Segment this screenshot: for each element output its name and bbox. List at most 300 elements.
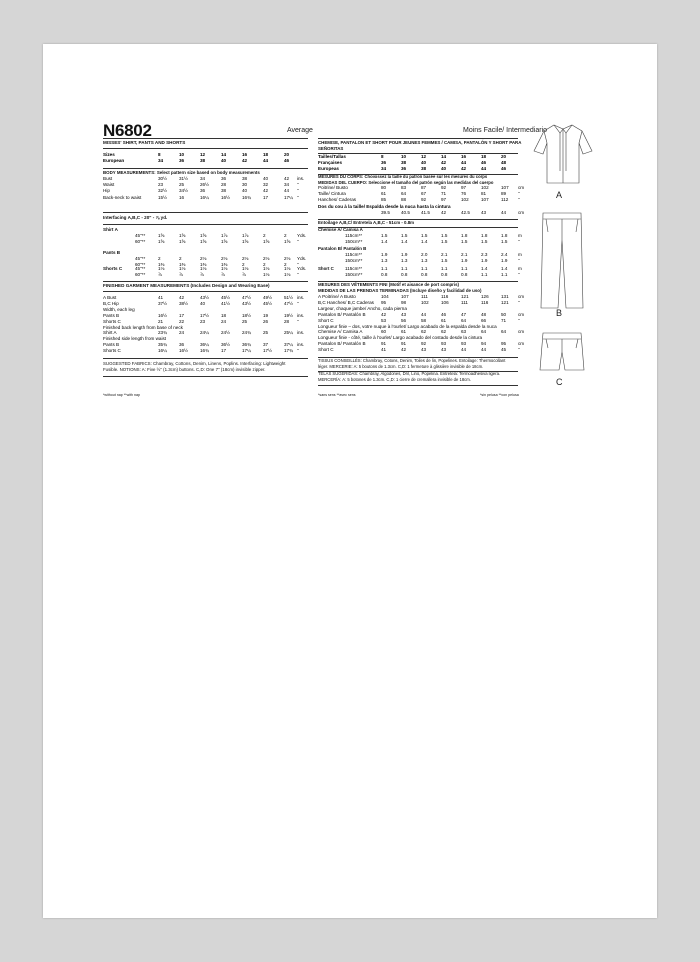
- row-value: 48: [481, 311, 487, 317]
- row-value: 37½: [158, 300, 167, 306]
- row-unit: ": [297, 348, 299, 354]
- fabric-group-label: Shirt A: [103, 227, 118, 232]
- row-value: 42: [242, 158, 248, 163]
- row-value: 36¾: [242, 342, 251, 348]
- row-value: 1⅞: [242, 233, 249, 238]
- fabric-group-label: Shorts C: [103, 266, 123, 271]
- row-unit: m: [518, 233, 522, 238]
- row-value: 2⅛: [242, 256, 249, 261]
- sheet-content: [43, 44, 657, 918]
- row-value: 41½: [221, 300, 230, 306]
- figure-label-c: C: [556, 377, 563, 387]
- row-value: 32: [263, 182, 269, 188]
- row-label: Longueur finie - côté, taille à l'ourlet/ Largo acabado del costado desde la cintura: [318, 335, 483, 341]
- row-unit: ": [518, 317, 520, 323]
- row-value: 121: [461, 294, 469, 299]
- row-value: 106: [441, 299, 449, 305]
- right-title-2: SEÑORITAS: [318, 146, 344, 151]
- fabric-group-label-fr: Chemise A/ Camisa A: [318, 227, 363, 232]
- row-value: 62: [421, 329, 427, 335]
- row-value: 44: [284, 188, 290, 194]
- row-value: 16: [461, 154, 467, 159]
- row-value: 58: [421, 317, 427, 323]
- row-value: 83: [401, 185, 407, 190]
- row-label: Pantalon B/ Pantalón B: [318, 341, 366, 347]
- footnote-fr: *sans sens **avec sens: [318, 393, 356, 397]
- row-value: 24¼: [200, 330, 209, 336]
- row-value: 36: [179, 158, 185, 163]
- fabric-group-label-fr: Pantalon B/ Pantalón B: [318, 246, 367, 251]
- row-value: 28: [221, 182, 227, 188]
- notions-line: Fusible. NOTIONS: A: Five ½" (1.3cm) buttons. C,D: One 7" (18cm) invisible zipper.: [103, 367, 266, 372]
- row-label: 150cm**: [345, 272, 363, 278]
- row-value: 97: [461, 185, 467, 190]
- row-value: 19½: [284, 312, 293, 318]
- rule-line: [318, 153, 518, 154]
- row-value: 17: [221, 348, 227, 354]
- row-label: 115cm**: [345, 252, 363, 257]
- row-value: 1.9: [501, 258, 508, 264]
- row-label: Dos du cou à la taille/ Espalda desde la nuca hasta la cintura: [318, 203, 451, 209]
- row-value: 44: [421, 311, 427, 317]
- row-value: 23: [158, 182, 164, 188]
- row-unit: ": [297, 272, 299, 278]
- row-unit: ": [518, 258, 520, 264]
- row-value: 1⅝: [179, 239, 186, 245]
- row-value: 1.4: [421, 239, 428, 245]
- row-value: 8: [381, 154, 384, 159]
- row-value: 16¼: [200, 194, 209, 200]
- row-unit: ": [297, 194, 299, 200]
- row-value: 44: [481, 166, 487, 171]
- row-value: 1⅝: [158, 239, 165, 245]
- row-value: ⅞: [179, 272, 183, 278]
- row-unit: ": [518, 191, 520, 197]
- row-value: 40: [221, 158, 227, 163]
- row-value: 2: [263, 233, 266, 238]
- row-value: 18: [221, 312, 227, 318]
- row-value: 45: [501, 347, 507, 353]
- row-value: 24: [179, 330, 185, 336]
- row-value: 49½: [263, 295, 272, 300]
- telas-line-2: MERCERÍA: A: 5 botones de 1.3cm. C,D: 1 cierre de cremallera invisible de 18cm.: [318, 377, 471, 382]
- difficulty-en: Average: [287, 127, 313, 134]
- row-value: 37¼: [284, 342, 293, 348]
- row-value: 85: [381, 197, 387, 203]
- row-value: 46: [481, 160, 487, 165]
- row-value: 1⅜: [221, 262, 228, 268]
- row-value: 2: [284, 262, 287, 268]
- row-value: 1.5: [461, 239, 468, 245]
- row-value: 43½: [200, 295, 209, 300]
- row-value: 42: [441, 209, 447, 215]
- row-value: 26½: [200, 182, 209, 188]
- row-unit: ins.: [297, 330, 305, 336]
- row-value: 71: [501, 317, 507, 323]
- row-label: Poitrine/ Busto: [318, 185, 348, 190]
- row-value: 1.1: [461, 266, 468, 271]
- row-value: 24: [221, 318, 227, 324]
- row-value: 16½: [179, 348, 188, 354]
- row-label: Chemise A/ Camisa A: [318, 329, 363, 335]
- pattern-sheet: [43, 44, 657, 918]
- row-value: 20: [501, 154, 507, 159]
- row-value: 2: [263, 262, 266, 268]
- row-value: ⅞: [158, 272, 162, 278]
- row-value: 88: [401, 197, 407, 203]
- row-value: 34: [284, 182, 290, 188]
- row-value: 1⅛: [263, 272, 270, 278]
- row-value: 36: [401, 166, 407, 171]
- row-value: 43½: [242, 300, 251, 306]
- row-value: 34: [200, 176, 206, 181]
- row-value: 31½: [179, 176, 188, 181]
- row-value: 32½: [158, 188, 167, 194]
- row-value: 42: [263, 188, 269, 194]
- row-value: 1⅝: [158, 233, 165, 238]
- row-value: 40: [441, 166, 447, 171]
- row-label: 150cm**: [345, 258, 363, 264]
- row-value: 131: [501, 294, 509, 299]
- row-value: 116: [441, 294, 449, 299]
- row-value: 2.1: [441, 252, 448, 257]
- row-value: 43: [401, 311, 407, 317]
- row-value: 18: [481, 154, 487, 159]
- row-unit: ": [518, 272, 520, 278]
- row-unit: cm: [518, 185, 525, 190]
- row-value: 36½: [221, 342, 230, 348]
- row-value: 1.3: [401, 258, 408, 264]
- row-label: Longueur finie – dos, votre nuque à l'ourlet/ Largo acabado de la espalda desde la nuca: [318, 323, 497, 329]
- row-value: 42: [381, 311, 387, 317]
- row-value: 26: [263, 318, 269, 324]
- row-value: 1⅝: [200, 239, 207, 245]
- row-value: 16¼: [158, 348, 167, 354]
- row-value: 18½: [242, 312, 251, 318]
- row-value: 60: [381, 329, 387, 335]
- row-unit: Yds.: [297, 256, 307, 261]
- row-unit: cm: [518, 209, 525, 215]
- body-measurements-header: BODY MEASUREMENTS: Select pattern size based on body measurements: [103, 170, 260, 175]
- row-value: 38½: [179, 300, 188, 306]
- row-unit: Yds.: [297, 233, 307, 238]
- row-value: 42: [401, 347, 407, 353]
- row-value: 16½: [158, 312, 167, 318]
- row-value: 2.3: [481, 252, 488, 257]
- row-value: 40: [242, 188, 248, 194]
- row-value: 91: [381, 341, 387, 347]
- row-value: 41.5: [421, 209, 430, 215]
- row-value: 1.4: [401, 239, 408, 245]
- row-value: 17¾: [284, 348, 293, 354]
- row-value: 40.5: [401, 209, 410, 215]
- row-unit: ": [297, 239, 299, 245]
- row-value: 1.5: [441, 233, 448, 238]
- row-value: 91: [401, 341, 407, 347]
- row-value: 43: [421, 347, 427, 353]
- row-value: 1⅛: [179, 266, 186, 271]
- row-value: 87: [421, 185, 427, 190]
- row-value: 1⅛: [284, 272, 291, 278]
- row-label: 115cm**: [345, 233, 363, 238]
- row-value: 44: [481, 347, 487, 353]
- row-value: 61: [401, 329, 407, 335]
- row-value: 94: [481, 341, 487, 347]
- row-value: 1⅛: [221, 266, 228, 271]
- row-value: 1⅝: [179, 233, 186, 238]
- row-unit: ins.: [297, 176, 305, 181]
- row-value: 20: [284, 152, 290, 157]
- row-value: 12: [200, 152, 206, 157]
- row-unit: cm: [518, 329, 525, 335]
- row-value: 121: [501, 299, 509, 305]
- row-value: ⅞: [242, 272, 246, 278]
- row-value: 19: [263, 312, 269, 318]
- row-value: 107: [401, 294, 409, 299]
- row-value: 50: [501, 311, 507, 317]
- row-value: 1.9: [481, 258, 488, 264]
- row-value: 2: [284, 233, 287, 238]
- row-value: 25¼: [284, 330, 293, 336]
- row-value: 38: [421, 166, 427, 171]
- shorts-icon: [536, 330, 588, 374]
- row-value: 25: [179, 182, 185, 188]
- row-value: 47: [461, 311, 467, 317]
- row-label: 45"**: [135, 256, 146, 261]
- row-value: 36: [221, 176, 227, 181]
- row-value: 39.5: [381, 209, 390, 215]
- row-value: 1.1: [401, 266, 408, 271]
- row-value: ⅞: [221, 272, 225, 278]
- row-value: 16¾: [200, 348, 209, 354]
- row-label: 45"**: [135, 233, 146, 238]
- row-value: 1⅝: [242, 239, 249, 245]
- row-label: Finished back length from base of neck: [103, 324, 183, 330]
- shirt-icon: [530, 121, 596, 187]
- row-value: 1.5: [381, 233, 388, 238]
- finished-header: FINISHED GARMENT MEASUREMENTS (Includes Design and Wearing Ease): [103, 283, 270, 288]
- row-value: 45½: [221, 295, 230, 300]
- row-value: 0.8: [401, 272, 408, 278]
- row-value: 89: [501, 191, 507, 197]
- row-value: 35¾: [158, 342, 167, 348]
- row-label: European: [103, 158, 125, 163]
- body-header-es: MEDIDAS DEL CUERPO: Seleccione el tamaño del patrón según las medidas del cuerpo: [318, 180, 494, 185]
- row-unit: ": [297, 262, 299, 268]
- row-unit: ": [518, 299, 520, 305]
- row-value: 8: [158, 152, 161, 157]
- row-value: 104: [381, 294, 389, 299]
- row-value: 2: [179, 256, 182, 261]
- row-label: Shirt A: [103, 330, 117, 336]
- row-value: 16: [242, 152, 248, 157]
- header-rule-right: [318, 138, 518, 139]
- left-title: MISSES' SHIRT, PANTS AND SHORTS: [103, 140, 186, 145]
- row-value: 76: [461, 191, 467, 197]
- row-value: 14: [441, 154, 447, 159]
- row-value: 111: [461, 299, 468, 305]
- row-value: 2.1: [461, 252, 468, 257]
- row-value: 1.1: [441, 266, 448, 271]
- row-unit: m: [518, 252, 522, 257]
- row-value: 36: [200, 188, 206, 194]
- row-value: 0.8: [381, 272, 388, 278]
- row-value: 2: [158, 256, 161, 261]
- row-value: 36: [179, 342, 185, 348]
- row-label: B,C Hip: [103, 300, 119, 306]
- row-value: 41: [158, 295, 164, 300]
- row-value: 23¾: [158, 330, 167, 336]
- row-value: 1.1: [501, 272, 508, 278]
- row-value: 1.4: [381, 239, 388, 245]
- row-label: Françaises: [318, 160, 343, 165]
- row-label: Back-neck to waist: [103, 194, 142, 200]
- row-value: 38: [242, 176, 248, 181]
- row-value: 1⅞: [221, 233, 228, 238]
- row-value: 40: [421, 160, 427, 165]
- row-value: 30: [242, 182, 248, 188]
- row-value: 30½: [158, 176, 167, 181]
- row-unit: ": [297, 188, 299, 194]
- row-value: 36: [381, 160, 387, 165]
- row-value: 53: [381, 317, 387, 323]
- row-value: 71: [441, 191, 447, 197]
- row-unit: ": [518, 239, 520, 245]
- row-label: Bust: [103, 176, 113, 181]
- row-value: 1.3: [421, 258, 428, 264]
- row-value: 1.3: [381, 258, 388, 264]
- rule-line: [318, 385, 518, 386]
- figure-label-b: B: [556, 308, 563, 318]
- row-label: Pants B: [103, 342, 120, 348]
- row-value: 17½: [263, 348, 272, 354]
- row-value: 45½: [263, 300, 272, 306]
- row-value: 15½: [158, 194, 167, 200]
- row-label: B,C Hanches/ B,C Caderas: [318, 299, 374, 305]
- row-value: 1⅛: [158, 266, 165, 271]
- figure-label-a: A: [556, 190, 563, 200]
- row-unit: ins.: [297, 342, 305, 348]
- row-label: A Bust: [103, 295, 117, 300]
- row-value: 2.4: [501, 252, 508, 257]
- row-value: 2⅛: [284, 256, 291, 261]
- rule-line: [103, 212, 308, 213]
- row-value: 25: [242, 318, 248, 324]
- row-label: Hanches/ Caderas: [318, 197, 357, 203]
- row-value: 42: [441, 160, 447, 165]
- row-label: 150cm**: [345, 239, 363, 245]
- right-title-1: CHEMISE, PANTALON ET SHORT POUR JEUNES FEMMES / CAMISA, PANTALÓN Y SHORT PARA: [318, 140, 522, 145]
- row-value: 1.9: [401, 252, 408, 257]
- row-value: 61: [381, 191, 387, 197]
- row-value: 1.1: [421, 266, 428, 271]
- row-value: 17: [179, 312, 185, 318]
- row-value: 67: [421, 191, 427, 197]
- body-header-fr: MESURES DU CORPS: Choisissez la taille du patron basée sur les mesures du corps: [318, 174, 488, 179]
- row-value: 42: [179, 295, 185, 300]
- row-value: 46: [284, 158, 290, 163]
- row-value: 2⅛: [221, 256, 228, 261]
- row-value: 44: [461, 160, 467, 165]
- row-value: 44: [501, 209, 507, 215]
- row-value: 34: [158, 158, 164, 163]
- row-value: 10: [401, 154, 407, 159]
- row-value: 24¾: [242, 330, 251, 336]
- row-label: A Poitrine/ A Busto: [318, 294, 356, 299]
- row-value: 17¼: [242, 348, 251, 354]
- row-value: 98: [401, 299, 407, 305]
- row-value: 1.8: [501, 233, 508, 238]
- row-value: 1.5: [481, 239, 488, 245]
- row-unit: Yds.: [297, 266, 307, 271]
- row-unit: ": [297, 318, 299, 324]
- row-value: 0.8: [421, 272, 428, 278]
- rule-line: [103, 358, 308, 359]
- row-value: 1⅝: [200, 233, 207, 238]
- row-label: Pantalon B/ Pantalón B: [318, 311, 366, 317]
- fabric-group-label: Pants B: [103, 250, 121, 255]
- row-value: 12: [421, 154, 427, 159]
- row-unit: cm: [518, 311, 525, 317]
- rule-line: [103, 376, 308, 377]
- row-value: 1.1: [381, 266, 388, 271]
- row-value: 112: [501, 197, 509, 203]
- row-value: 1⅝: [221, 239, 228, 245]
- row-value: 1⅜: [179, 262, 186, 268]
- row-label: Shorts C: [103, 348, 121, 354]
- row-label: 60"**: [135, 272, 146, 278]
- row-value: 24½: [221, 330, 230, 336]
- row-value: 62: [441, 329, 447, 335]
- row-unit: ": [297, 300, 299, 306]
- tissus-line-1: TISSUS CONSEILLÉS: Chambray, Cotons, Denim, Toiles de lin, Popelines. Entoilage: Thermocollant: [318, 358, 506, 363]
- row-value: 1.5: [401, 233, 408, 238]
- row-value: 38: [401, 160, 407, 165]
- row-value: 23: [200, 318, 206, 324]
- rule-line: [103, 148, 308, 149]
- row-value: 0.8: [441, 272, 448, 278]
- row-label: Taille/ Cintura: [318, 191, 346, 197]
- row-value: 1.5: [441, 239, 448, 245]
- row-value: 1.9: [461, 258, 468, 264]
- row-label: Sizes: [103, 152, 115, 157]
- row-value: 0.8: [461, 272, 468, 278]
- row-value: 1⅝: [284, 239, 291, 245]
- row-value: 97: [441, 197, 447, 203]
- row-value: 56: [401, 317, 407, 323]
- row-value: 2.0: [421, 252, 428, 257]
- row-value: 42: [461, 166, 467, 171]
- row-value: 63: [461, 329, 467, 335]
- row-label: Width, each leg: [103, 306, 135, 312]
- rule-line: [103, 168, 308, 169]
- header-rule-left: [103, 138, 308, 139]
- row-value: 47½: [284, 300, 293, 306]
- row-value: 102: [461, 197, 469, 203]
- row-unit: cm: [518, 341, 525, 347]
- row-value: 93: [461, 341, 467, 347]
- row-value: 1⅛: [200, 266, 207, 271]
- row-value: 16: [179, 194, 185, 200]
- row-value: 43: [481, 209, 487, 215]
- row-value: 1.9: [381, 252, 388, 257]
- row-value: 1⅜: [158, 262, 165, 268]
- row-value: 16½: [221, 194, 230, 200]
- row-value: 17¼: [284, 194, 293, 200]
- row-value: 66: [481, 317, 487, 323]
- row-value: 22: [179, 318, 185, 324]
- row-value: 126: [481, 294, 489, 299]
